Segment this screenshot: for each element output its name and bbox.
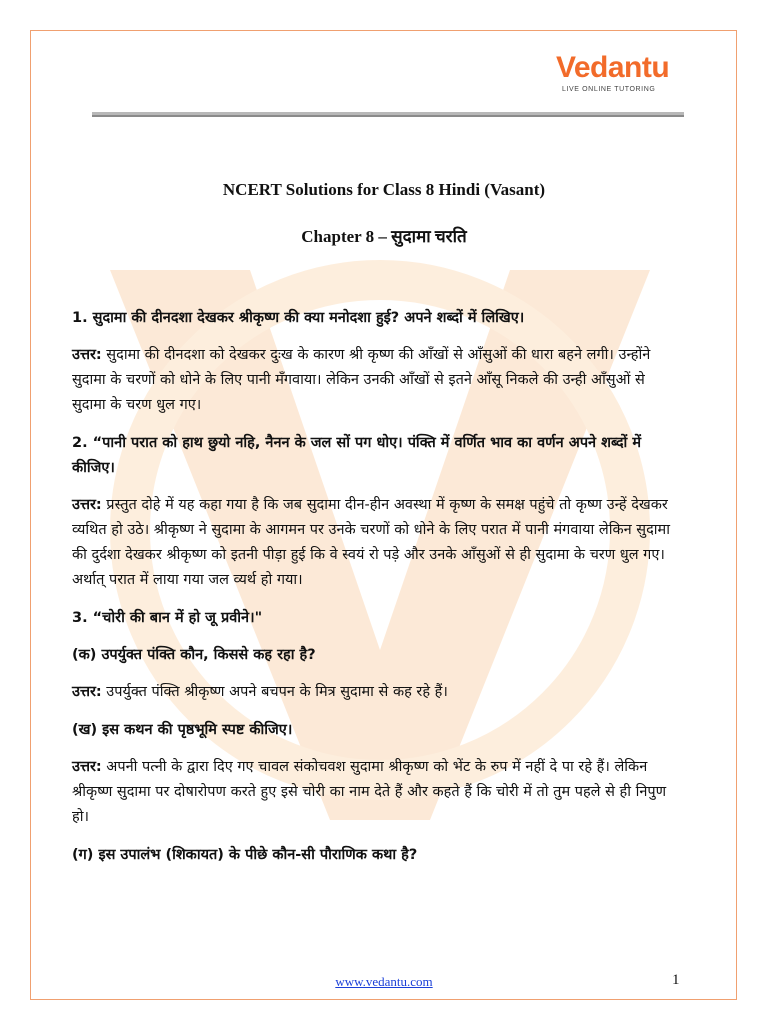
answer-2 xyxy=(72,493,672,593)
answer-1 xyxy=(72,343,672,418)
answer-label: उत्तर: xyxy=(72,684,102,700)
header-divider xyxy=(92,112,684,117)
question-3c: (ग) इस उपालंभ (शिकायत) के पीछे कौन-सी पौराणिक कथा है? xyxy=(72,847,418,863)
answer-text: प्रस्तुत दोहे में यह कहा गया है कि जब सुदामा दीन-हीन अवस्था में कृष्ण के समक्ष पहुंचे तो कृष्ण उन्हें देखकर व्यथित हो उठे। श्रीकृष्ण ने सुदामा के आगमन पर उनके चरणों को धोने के लिए परात में पानी मंगवाया लेकिन सुदामा की दुर्दशा देखकर श्रीकृष्ण को इतनी पीड़ा हुई कि वे स्वयं रो पड़े और उनके आँसुओं से ही सुदामा के चरण धुल गए। अर्थात् परात में लाया गया जल व्यर्थ हो गया। xyxy=(72,497,670,588)
question-3a: (क) उपर्युक्त पंक्ति कौन, किससे कह रहा है? xyxy=(72,647,316,663)
qa-content xyxy=(72,306,672,880)
answer-text: सुदामा की दीनदशा को देखकर दुःख के कारण श्री कृष्ण की आँखों से आँसुओं की धारा बहने लगी। उन्होंने सुदामा के चरणों को धोने के लिए पानी मँगवाया। लेकिन उनकी आँखों से इतने आँसू निकले की उन्ही आँसुओं से सुदामा के चरण धुल गए। xyxy=(72,347,651,413)
footer-website-link[interactable]: www.vedantu.com xyxy=(335,974,433,989)
question-3b: (ख) इस कथन की पृष्ठभूमि स्पष्ट कीजिए। xyxy=(72,722,293,738)
page-number: 1 xyxy=(672,972,680,988)
answer-3b xyxy=(72,755,672,830)
logo-tagline: LIVE ONLINE TUTORING xyxy=(562,86,656,93)
answer-label: उत्तर: xyxy=(72,497,102,513)
document-title: NCERT Solutions for Class 8 Hindi (Vasant) xyxy=(222,180,546,199)
chapter-heading: Chapter 8 – सुदामा चरति xyxy=(301,227,467,246)
question-1: 1. सुदामा की दीनदशा देखकर श्रीकृष्ण की क्या मनोदशा हुई? अपने शब्दों में लिखिए। xyxy=(72,310,525,326)
answer-3a xyxy=(72,680,672,705)
answer-text: अपनी पत्नी के द्वारा दिए गए चावल संकोचवश सुदामा श्रीकृष्ण को भेंट के रुप में नहीं दे पा रहे हैं। लेकिन श्रीकृष्ण सुदामा पर दोषारोपण करते हुए इसे चोरी का नाम देते हैं और कहते हैं कि चोरी में तो तुम पहले से ही निपुण हो। xyxy=(72,759,667,825)
question-2: 2. “पानी परात को हाथ छुयो नहि, नैनन के जल सों पग धोए। पंक्ति में वर्णित भाव का वर्णन अपने शब्दों में कीजिए। xyxy=(72,435,642,476)
answer-label: उत्तर: xyxy=(72,347,102,363)
vedantu-logo xyxy=(556,52,676,102)
answer-label: उत्तर: xyxy=(72,759,102,775)
logo-wordmark: Vedantu xyxy=(556,51,670,84)
question-3: 3. “चोरी की बान में हो जू प्रवीने।" xyxy=(72,610,263,626)
answer-text: उपर्युक्त पंक्ति श्रीकृष्ण अपने बचपन के मित्र सुदामा से कह रहे हैं। xyxy=(101,684,448,700)
